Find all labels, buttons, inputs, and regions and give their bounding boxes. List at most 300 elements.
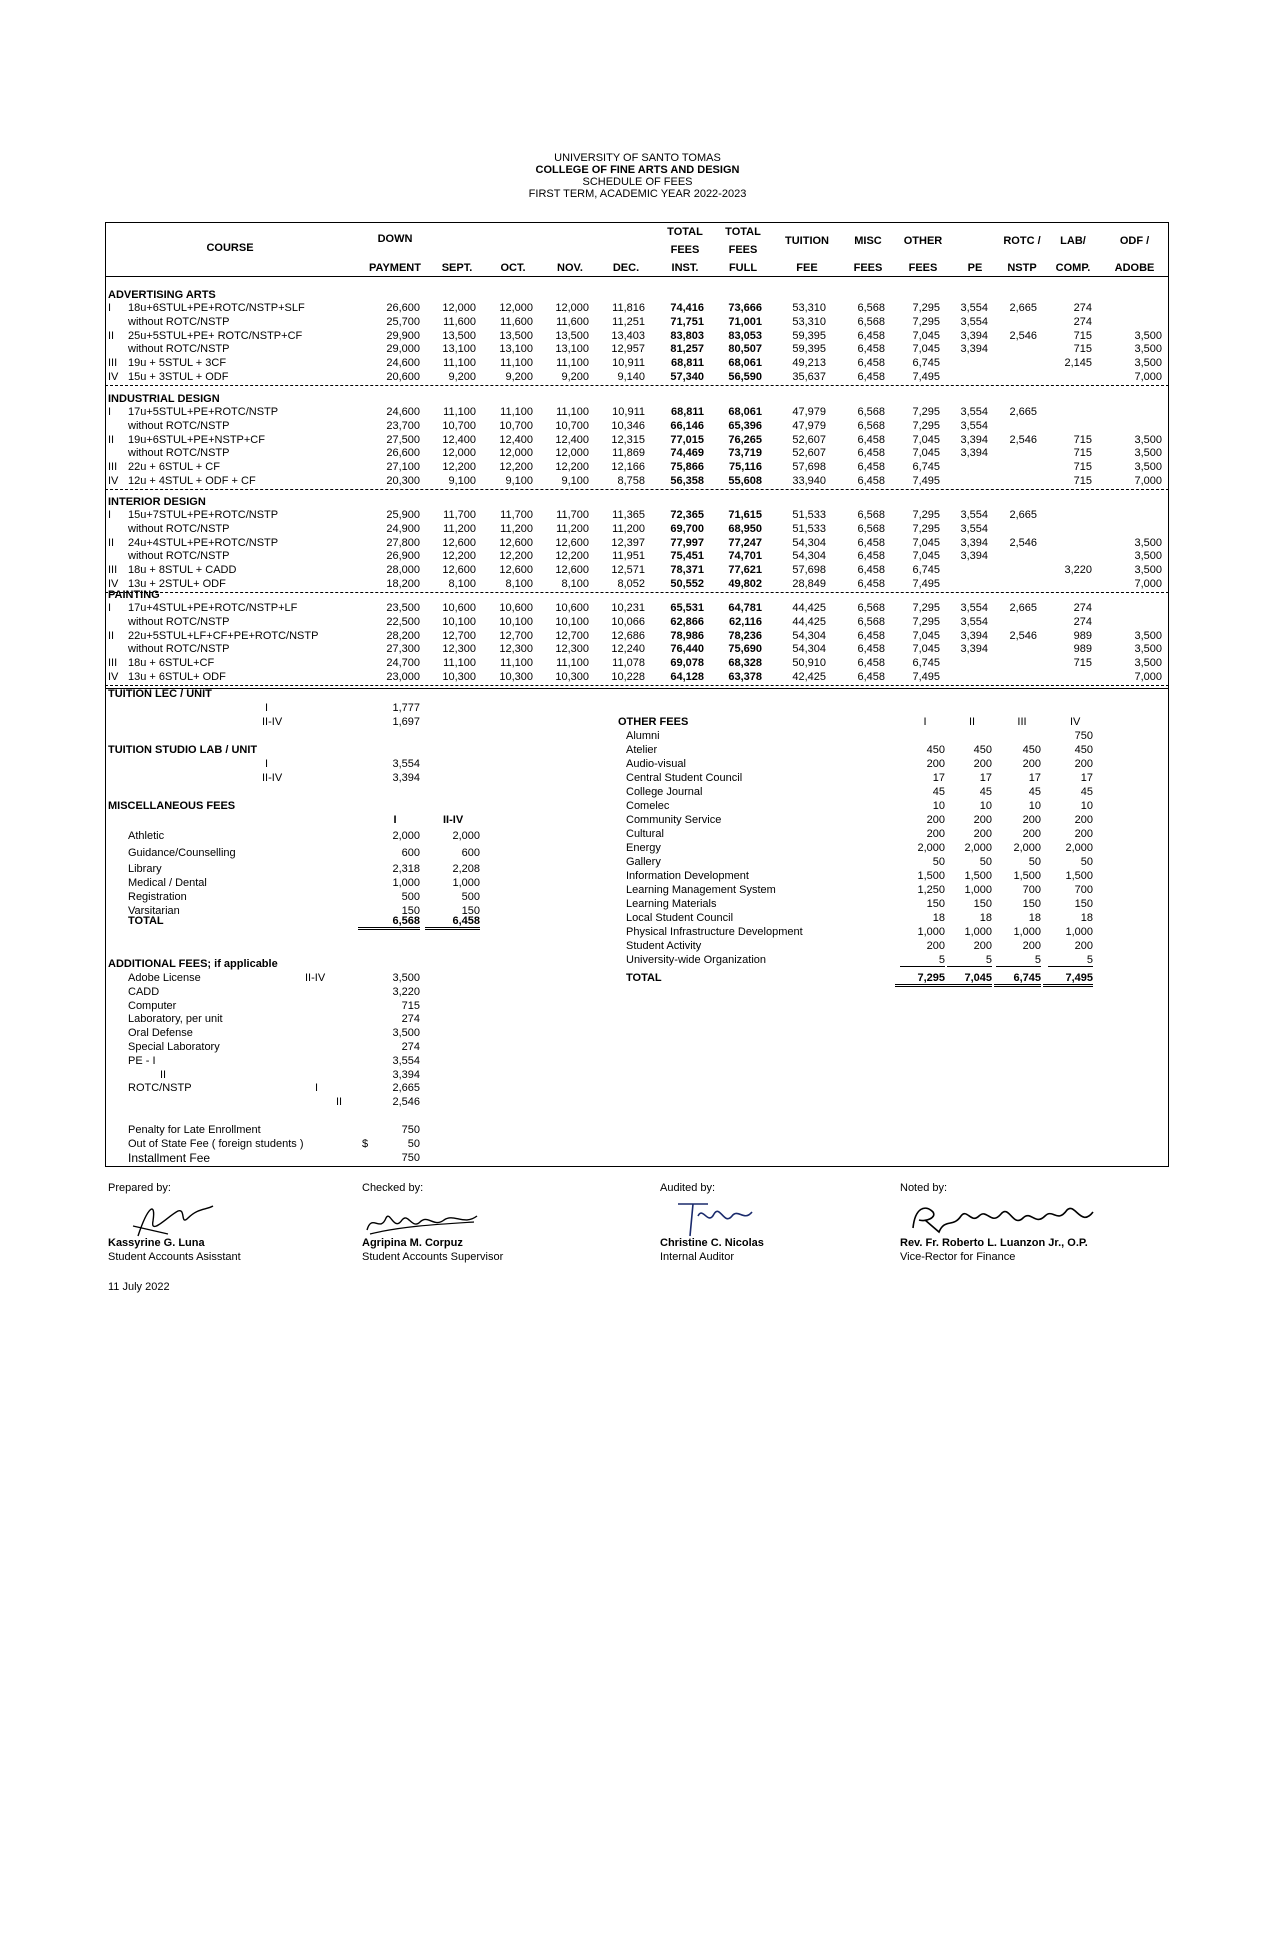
row-value: 3,500 (1134, 657, 1162, 670)
misc-fees-title: MISCELLANEOUS FEES (108, 800, 236, 812)
row-value: 7,045 (912, 343, 940, 356)
university-name: UNIVERSITY OF SANTO TOMAS (554, 152, 721, 164)
other-fee-value: 18 (1028, 912, 1041, 924)
row-value: 75,451 (670, 550, 704, 563)
row-value: 29,900 (386, 329, 420, 342)
other-fee-value: 200 (973, 828, 992, 840)
other-fee-value: 5 (900, 954, 945, 967)
other-fee-value: 45 (979, 786, 992, 798)
row-value: 3,554 (960, 509, 988, 521)
other-fee-value: 200 (1022, 940, 1041, 952)
row-value: 11,100 (500, 657, 533, 670)
other-fee-value: 50 (1028, 856, 1041, 868)
other-fee-value: 200 (1022, 814, 1041, 826)
other-fee-label: Learning Management System (626, 884, 776, 896)
row-value: 12,600 (555, 536, 589, 549)
row-value: 7,000 (1134, 371, 1162, 383)
additional-label: CADD (128, 985, 160, 998)
row-value: 11,200 (443, 522, 476, 535)
row-value: 274 (1073, 602, 1092, 614)
row-value: 715 (1073, 343, 1092, 356)
row-value: 3,500 (1134, 357, 1162, 370)
row-value: 6,745 (912, 564, 940, 577)
row-value: 6,458 (857, 564, 885, 577)
row-value: 12,397 (611, 536, 645, 549)
col-dec: DEC. (612, 262, 640, 274)
row-value: 13,100 (442, 343, 476, 356)
row-value: 76,440 (670, 643, 704, 656)
row-value: 715 (1073, 461, 1092, 474)
row-value: 3,554 (960, 419, 988, 432)
noter-name: Rev. Fr. Roberto L. Luanzon Jr., O.P. (900, 1237, 1088, 1249)
row-value: 6,458 (857, 671, 885, 683)
other-fee-value: 1,000 (964, 926, 992, 938)
other-fee-label: Atelier (626, 744, 658, 756)
other-fee-value: 5 (947, 954, 992, 967)
row-value: 12,700 (442, 629, 476, 642)
row-value: 12,600 (442, 536, 476, 549)
other-fee-value: 200 (1022, 758, 1041, 770)
other-col-2: II (968, 716, 976, 728)
tuition-lec-label-2: II-IV (262, 716, 283, 728)
row-course: without ROTC/NSTP (128, 419, 230, 432)
row-value: 3,394 (960, 433, 988, 446)
out-of-state-label: Out of State Fee ( foreign students ) (128, 1138, 304, 1150)
row-value: 73,719 (728, 447, 762, 460)
other-fee-value: 150 (1074, 898, 1093, 910)
other-fee-value: 200 (973, 814, 992, 826)
row-value: 68,061 (728, 357, 762, 370)
row-value: 3,554 (960, 302, 988, 314)
misc-label: Guidance/Counselling (128, 847, 236, 859)
row-value: 12,600 (499, 564, 533, 577)
row-course: 17u+4STUL+PE+ROTC/NSTP+LF (128, 602, 298, 614)
row-value: 10,066 (611, 615, 645, 628)
row-value: 64,128 (670, 671, 704, 683)
row-value: 6,568 (857, 615, 885, 628)
row-value: 54,304 (792, 550, 826, 563)
row-value: 6,458 (857, 461, 885, 474)
row-value: 12,400 (555, 433, 589, 446)
row-value: 8,100 (505, 578, 533, 590)
other-fee-value: 200 (973, 758, 992, 770)
misc-value-1: 1,000 (392, 877, 420, 889)
row-value: 2,546 (1009, 536, 1037, 549)
misc-value-1: 600 (401, 847, 420, 859)
row-value: 7,295 (912, 522, 940, 535)
misc-value-2: 2,208 (452, 863, 480, 875)
row-value: 715 (1073, 657, 1092, 670)
other-fee-value: 5 (996, 954, 1041, 967)
other-fee-value: 45 (932, 786, 945, 798)
other-fee-value: 1,500 (1013, 870, 1041, 882)
row-value: 12,200 (499, 461, 533, 474)
additional-label: Oral Defense (128, 1027, 193, 1040)
row-value: 7,295 (912, 406, 940, 418)
row-value: 7,000 (1134, 475, 1162, 487)
row-year: II (108, 536, 115, 549)
other-fee-value: 10 (979, 800, 992, 812)
additional-label: ROTC/NSTP (128, 1082, 192, 1095)
row-value: 7,295 (912, 615, 940, 628)
tuition-studio-label-1: I (265, 758, 269, 770)
row-value: 3,394 (960, 536, 988, 549)
tuition-studio-label-2: II-IV (262, 772, 283, 784)
row-value: 12,571 (611, 564, 645, 577)
row-value: 989 (1073, 629, 1092, 642)
row-value: 6,458 (857, 550, 885, 563)
row-value: 13,500 (555, 329, 589, 342)
row-value: 715 (1073, 475, 1092, 487)
col-total-full-3: FULL (728, 262, 758, 274)
row-value: 26,600 (386, 302, 420, 314)
row-value: 77,015 (670, 433, 704, 446)
row-value: 83,053 (728, 329, 762, 342)
row-value: 3,500 (1134, 629, 1162, 642)
row-value: 27,300 (386, 643, 420, 656)
row-value: 11,200 (500, 522, 533, 535)
row-value: 23,700 (386, 419, 420, 432)
row-value: 47,979 (792, 419, 826, 432)
section-divider (105, 385, 1169, 386)
col-misc-2: FEES (853, 262, 883, 274)
row-value: 10,600 (555, 602, 589, 614)
misc-value-1: 500 (401, 891, 420, 903)
row-value: 71,615 (728, 509, 762, 521)
section-divider (105, 592, 1169, 593)
course-table-bottom-border (105, 688, 1169, 689)
col-other-2: FEES (908, 262, 938, 274)
row-value: 57,340 (670, 371, 704, 383)
row-course: 18u+6STUL+PE+ROTC/NSTP+SLF (128, 302, 305, 314)
row-value: 12,200 (442, 461, 476, 474)
audited-by-label: Audited by: (660, 1182, 716, 1194)
row-value: 3,500 (1134, 536, 1162, 549)
row-value: 24,600 (386, 406, 420, 418)
other-fee-value: 200 (1074, 758, 1093, 770)
row-value: 69,078 (670, 657, 704, 670)
other-fee-value: 450 (926, 744, 945, 756)
row-value: 25,700 (386, 315, 420, 328)
row-course: 18u + 6STUL+CF (128, 657, 215, 670)
misc-value-2: 500 (461, 891, 480, 903)
row-value: 54,304 (792, 536, 826, 549)
additional-value: 2,546 (392, 1096, 420, 1109)
misc-value-2: 1,000 (452, 877, 480, 889)
other-fee-label: Cultural (626, 828, 664, 840)
other-fee-value: 1,000 (917, 926, 945, 938)
misc-col-2: II-IV (443, 814, 464, 826)
tuition-lec-label-1: I (265, 702, 269, 714)
row-value: 9,140 (617, 371, 645, 383)
other-fee-value: 700 (1074, 884, 1093, 896)
row-value: 2,546 (1009, 433, 1037, 446)
row-value: 274 (1073, 302, 1092, 314)
row-value: 27,100 (386, 461, 420, 474)
row-value: 12,300 (555, 643, 589, 656)
row-value: 12,957 (611, 343, 645, 356)
col-misc-1: MISC (854, 235, 882, 247)
misc-value-2: 600 (461, 847, 480, 859)
row-value: 11,600 (443, 315, 476, 328)
row-value: 53,310 (792, 302, 826, 314)
row-value: 7,295 (912, 509, 940, 521)
other-fee-label: University-wide Organization (626, 954, 766, 966)
row-value: 274 (1073, 615, 1092, 628)
misc-label: Varsitarian (128, 905, 180, 917)
row-value: 3,554 (960, 602, 988, 614)
row-value: 72,365 (670, 509, 704, 521)
noted-by-label: Noted by: (900, 1182, 948, 1194)
row-year: II (108, 433, 115, 446)
document-header (0, 152, 1275, 200)
row-value: 11,600 (556, 315, 589, 328)
row-value: 12,600 (442, 564, 476, 577)
additional-label: PE - I (128, 1054, 156, 1067)
section-divider (105, 489, 1169, 490)
out-of-state-currency: $ (362, 1138, 369, 1150)
other-fee-value: 2,000 (1065, 842, 1093, 854)
row-value: 63,378 (728, 671, 762, 683)
row-year: II (108, 629, 115, 642)
row-value: 8,100 (448, 578, 476, 590)
row-value: 6,458 (857, 357, 885, 370)
row-value: 10,100 (555, 615, 589, 628)
row-value: 12,000 (555, 447, 589, 460)
row-value: 78,371 (670, 564, 704, 577)
misc-value-1: 150 (401, 905, 420, 917)
other-fee-label: Energy (626, 842, 661, 854)
row-value: 13,100 (499, 343, 533, 356)
additional-value: 274 (401, 1041, 420, 1053)
other-fee-value: 10 (1080, 800, 1093, 812)
row-value: 47,979 (792, 406, 826, 418)
row-value: 69,700 (670, 522, 704, 535)
row-value: 13,100 (555, 343, 589, 356)
row-value: 3,394 (960, 447, 988, 460)
row-value: 12,315 (611, 433, 645, 446)
late-label: Penalty for Late Enrollment (128, 1124, 261, 1136)
other-fee-value: 5 (1048, 954, 1093, 967)
row-value: 6,458 (857, 371, 885, 383)
other-fee-label: Learning Materials (626, 898, 717, 910)
other-fee-label: College Journal (626, 786, 703, 798)
row-value: 75,690 (728, 643, 762, 656)
row-value: 11,100 (556, 406, 589, 418)
row-value: 13,500 (442, 329, 476, 342)
row-value: 77,247 (728, 536, 762, 549)
row-value: 2,665 (1009, 602, 1037, 614)
row-year: III (108, 657, 118, 670)
other-col-4: IV (1070, 716, 1081, 728)
row-year: IV (108, 671, 119, 683)
row-value: 12,000 (499, 447, 533, 460)
row-year: I (108, 406, 112, 418)
other-fee-value: 17 (979, 772, 992, 784)
row-value: 57,698 (792, 461, 826, 474)
other-fee-value: 50 (979, 856, 992, 868)
col-sept: SEPT. (441, 262, 473, 274)
auditor-title: Internal Auditor (660, 1251, 734, 1263)
row-value: 11,251 (612, 315, 645, 328)
col-tuition-2: FEE (796, 262, 818, 274)
row-course: 24u+4STUL+PE+ROTC/NSTP (128, 536, 279, 549)
other-fee-value: 700 (1022, 884, 1041, 896)
col-lab-1: LAB/ (1060, 235, 1086, 247)
additional-value: 715 (401, 999, 420, 1012)
row-value: 12,400 (499, 433, 533, 446)
signature-luanzon (905, 1198, 1105, 1238)
checker-name: Agripina M. Corpuz (362, 1237, 463, 1249)
other-fee-value: 17 (932, 772, 945, 784)
other-fee-value: 45 (1080, 786, 1093, 798)
row-value: 71,751 (670, 315, 704, 328)
row-value: 68,950 (728, 522, 762, 535)
row-value: 7,495 (912, 475, 940, 487)
row-value: 9,200 (448, 371, 476, 383)
row-value: 52,607 (792, 447, 826, 460)
other-fee-label: Central Student Council (626, 772, 743, 784)
row-course: 15u + 3STUL + ODF (128, 371, 229, 383)
row-value: 74,416 (670, 302, 704, 314)
row-value: 27,500 (386, 433, 420, 446)
row-value: 9,200 (505, 371, 533, 383)
row-year: IV (108, 475, 119, 487)
row-value: 3,394 (960, 550, 988, 563)
other-fee-value: 50 (1080, 856, 1093, 868)
row-value: 24,900 (386, 522, 420, 535)
row-value: 7,045 (912, 629, 940, 642)
checker-title: Student Accounts Supervisor (362, 1251, 504, 1263)
row-value: 26,600 (386, 447, 420, 460)
row-value: 49,802 (728, 578, 762, 590)
row-value: 7,045 (912, 536, 940, 549)
row-value: 11,200 (612, 522, 645, 535)
other-fee-value: 450 (973, 744, 992, 756)
row-value: 57,698 (792, 564, 826, 577)
row-value: 12,000 (442, 447, 476, 460)
other-fee-value: 1,000 (964, 884, 992, 896)
row-year: IV (108, 371, 119, 383)
row-value: 56,590 (728, 371, 762, 383)
schedule-title: SCHEDULE OF FEES (582, 176, 693, 188)
misc-label: Athletic (128, 830, 165, 842)
row-value: 74,701 (728, 550, 762, 563)
row-value: 12,600 (555, 564, 589, 577)
row-value: 11,078 (612, 657, 645, 670)
row-value: 6,458 (857, 629, 885, 642)
row-value: 24,700 (386, 657, 420, 670)
additional-year: I (315, 1082, 319, 1095)
row-value: 62,866 (670, 615, 704, 628)
col-other-1: OTHER (903, 235, 943, 247)
row-value: 29,000 (386, 343, 420, 356)
other-fee-value: 1,250 (917, 884, 945, 896)
row-value: 10,600 (442, 602, 476, 614)
row-value: 6,458 (857, 343, 885, 356)
col-rotc-1: ROTC / (1003, 235, 1041, 247)
row-value: 26,900 (386, 550, 420, 563)
col-nov: NOV. (557, 262, 583, 274)
row-value: 12,200 (555, 461, 589, 474)
row-course: 13u + 6STUL+ ODF (128, 671, 226, 683)
row-value: 68,811 (670, 406, 704, 418)
other-total-label: TOTAL (626, 972, 662, 984)
row-value: 2,546 (1009, 329, 1037, 342)
row-value: 44,425 (792, 615, 826, 628)
row-value: 12,300 (442, 643, 476, 656)
row-value: 20,300 (386, 475, 420, 487)
row-value: 50,552 (670, 578, 704, 590)
row-value: 6,568 (857, 302, 885, 314)
row-value: 7,045 (912, 433, 940, 446)
preparer-name: Kassyrine G. Luna (108, 1237, 205, 1249)
row-course: 18u + 8STUL + CADD (128, 564, 237, 577)
row-value: 715 (1073, 329, 1092, 342)
row-year: III (108, 461, 118, 474)
row-value: 989 (1073, 643, 1092, 656)
other-fee-value: 1,500 (964, 870, 992, 882)
other-fee-value: 2,000 (1013, 842, 1041, 854)
other-fee-value: 450 (1022, 744, 1041, 756)
row-value: 10,700 (555, 419, 589, 432)
additional-fees-title: ADDITIONAL FEES; if applicable (108, 958, 278, 970)
additional-value: 3,554 (392, 1054, 420, 1067)
row-value: 11,100 (500, 406, 533, 418)
other-fee-label: Community Service (626, 814, 722, 826)
row-value: 59,395 (792, 329, 826, 342)
row-value: 11,951 (612, 550, 645, 563)
row-value: 3,500 (1134, 343, 1162, 356)
row-value: 6,458 (857, 475, 885, 487)
row-value: 7,295 (912, 602, 940, 614)
row-value: 12,600 (499, 536, 533, 549)
row-value: 6,568 (857, 522, 885, 535)
row-value: 18,200 (386, 578, 420, 590)
other-fee-value: 200 (1074, 814, 1093, 826)
misc-total-label: TOTAL (128, 915, 164, 927)
additional-value: 2,665 (392, 1082, 420, 1095)
row-value: 6,568 (857, 315, 885, 328)
row-value: 274 (1073, 315, 1092, 328)
row-value: 12,700 (499, 629, 533, 642)
other-fee-value: 1,000 (1065, 926, 1093, 938)
row-value: 28,849 (792, 578, 826, 590)
row-value: 6,458 (857, 329, 885, 342)
row-value: 12,166 (611, 461, 645, 474)
col-tuition-1: TUITION (785, 235, 829, 247)
other-fee-value: 150 (1022, 898, 1041, 910)
row-course: without ROTC/NSTP (128, 315, 230, 328)
row-value: 2,546 (1009, 629, 1037, 642)
row-value: 11,700 (500, 509, 533, 521)
row-value: 56,358 (670, 475, 704, 487)
row-value: 11,100 (556, 357, 589, 370)
other-fee-value: 1,000 (1013, 926, 1041, 938)
col-total-inst-2: FEES (670, 244, 700, 256)
row-value: 2,145 (1064, 357, 1092, 370)
row-value: 6,568 (857, 406, 885, 418)
row-value: 2,665 (1009, 302, 1037, 314)
misc-label: Library (128, 863, 162, 875)
row-value: 13,500 (499, 329, 533, 342)
other-fee-value: 750 (1074, 730, 1093, 742)
additional-label: Special Laboratory (128, 1041, 220, 1053)
row-course: 17u+5STUL+PE+ROTC/NSTP (128, 406, 279, 418)
other-fee-value: 200 (926, 828, 945, 840)
row-value: 6,458 (857, 433, 885, 446)
row-value: 10,100 (499, 615, 533, 628)
